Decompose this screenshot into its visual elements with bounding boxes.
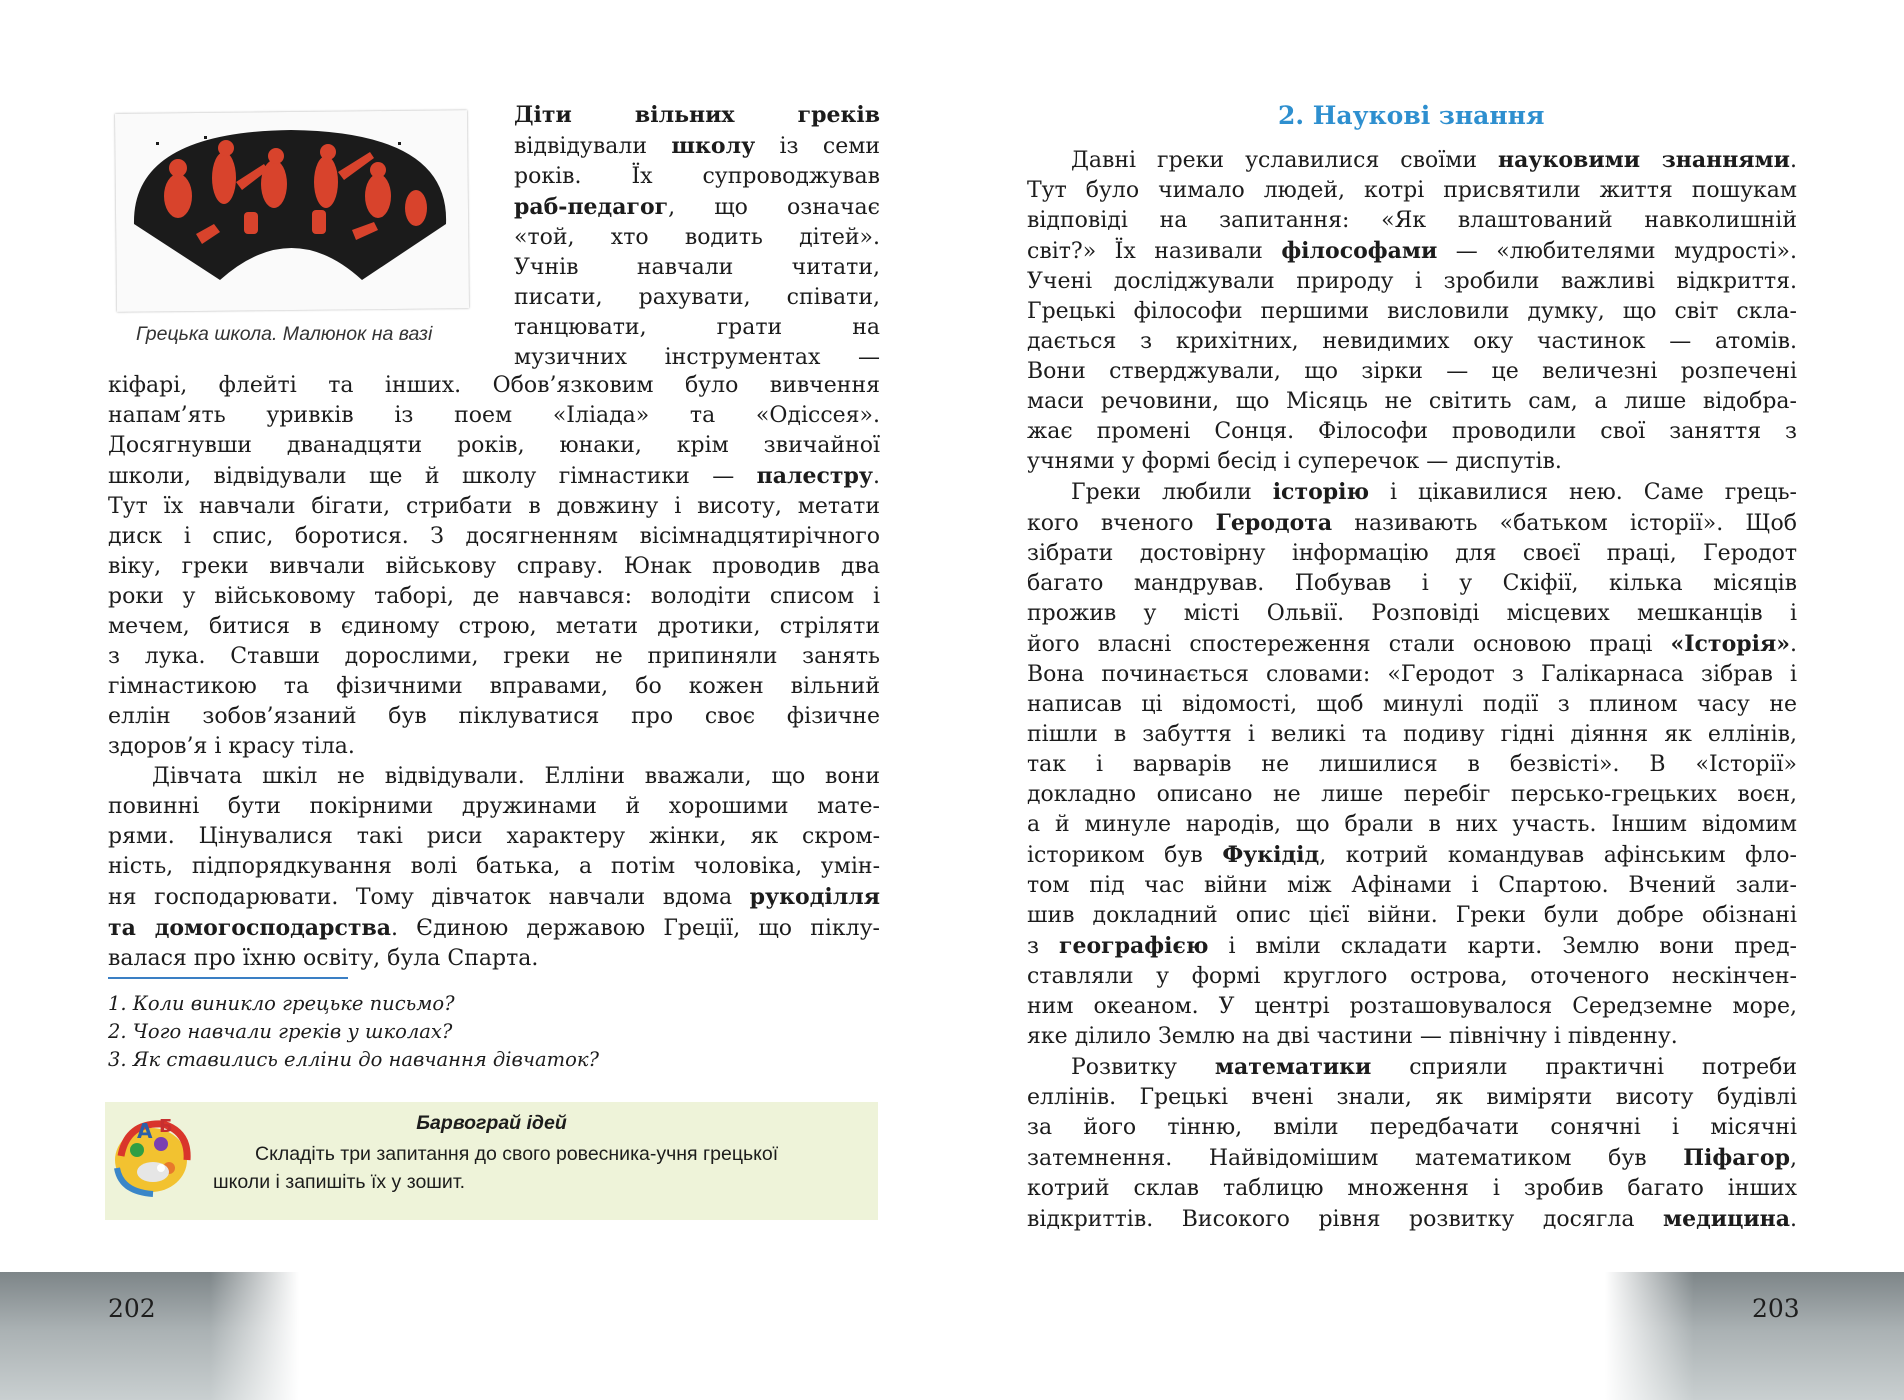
bold-term: філософами bbox=[1281, 238, 1438, 264]
text-line: еллінів. Грецькі вчені знали, як виміряти висоту будівлі bbox=[1027, 1085, 1797, 1110]
text-line: пішли в забуття і великі та подиву гідні діяння як еллінів, bbox=[1027, 722, 1797, 747]
text-line: відвідували школу із семи bbox=[514, 133, 880, 159]
text-line: багато мандрував. Побував і у Скіфії, кілька місяців bbox=[1027, 571, 1797, 596]
question-item: 1. Коли виникло грецьке письмо? bbox=[108, 992, 455, 1015]
text-line: ставляли у формі круглого острова, оточеного нескінчен- bbox=[1027, 964, 1797, 989]
text-line: Греки любили історію і цікавилися нею. Саме грець- bbox=[1071, 479, 1797, 505]
text-line: Тут їх навчали бігати, стрибати в довжину і висоту, метати bbox=[108, 494, 880, 519]
text-line: так і варварів не лишилися в безвісті». В «Історії» bbox=[1027, 752, 1797, 777]
text-line: Учнів навчали читати, bbox=[514, 255, 880, 280]
text-line: писати, рахувати, співати, bbox=[514, 285, 880, 310]
bold-term: палестру bbox=[756, 463, 873, 489]
footer-fade-right bbox=[952, 1272, 1694, 1400]
left-main-text bbox=[108, 371, 880, 974]
text-line: віку, греки вивчали військову справу. Юнак проводив два bbox=[108, 554, 880, 579]
bold-term: рукоділля bbox=[749, 884, 880, 910]
review-questions bbox=[108, 990, 880, 1074]
text-line: Вони стверджували, що зірки — це величезні розпечені bbox=[1027, 359, 1797, 384]
bold-term: Фукідід bbox=[1222, 842, 1320, 868]
text-line: музичних інструментах — bbox=[514, 345, 880, 370]
text-line: істориком був Фукідід, котрий командував афінським фло- bbox=[1027, 842, 1797, 868]
text-line: Давні греки уславилися своїми науковими знаннями. bbox=[1071, 147, 1797, 173]
questions-divider bbox=[108, 977, 348, 979]
svg-text:Б: Б bbox=[159, 1116, 173, 1137]
text-line: з лука. Ставши дорослими, греки не припиняли занять bbox=[108, 644, 880, 669]
page-number-right: 203 bbox=[1752, 1294, 1800, 1323]
right-main-text bbox=[1027, 145, 1797, 1235]
page-number-left: 202 bbox=[108, 1294, 156, 1323]
text-line: танцювати, грати на bbox=[514, 315, 880, 340]
text-line: та домогосподарства. Єдиною державою Греції, що піклу- bbox=[108, 915, 880, 941]
bold-term: «Історія» bbox=[1670, 631, 1790, 657]
text-line: зібрати достовірну інформацію для своєї праці, Геродот bbox=[1027, 541, 1797, 566]
text-line: повинні бути покірними дружинами й хорошими мате- bbox=[108, 794, 880, 819]
footer-fade-left bbox=[210, 1272, 952, 1400]
text-line bbox=[514, 100, 880, 131]
text-line: Дівчата шкіл не відвідували. Елліни вважали, що вони bbox=[152, 764, 880, 789]
bold-term: Піфагор bbox=[1683, 1145, 1790, 1171]
bold-term: Діти вільних греків bbox=[514, 102, 880, 128]
text-line: дається з крихітних, невидимих оку частинок — атомів. bbox=[1027, 329, 1797, 354]
text-line: відповіді на запитання: «Як влаштований навколишній bbox=[1027, 208, 1797, 233]
text-line: шив докладний опис цієї війни. Греки були добре обізнані bbox=[1027, 903, 1797, 928]
page-footer-band bbox=[0, 1272, 1904, 1400]
greek-school-vase-image bbox=[116, 112, 468, 310]
bold-term: медицина bbox=[1662, 1206, 1790, 1232]
text-line: маси речовини, що Місяць не світить сам, а лише відобра- bbox=[1027, 389, 1797, 414]
text-line: жає промені Сонця. Філософи проводили свої заняття з bbox=[1027, 419, 1797, 444]
text-line: світ?» Їх називали філософами — «любителями мудрості». bbox=[1027, 238, 1797, 264]
question-item: 2. Чого навчали греків у школах? bbox=[108, 1020, 453, 1043]
text-line: учнями у формі бесід і суперечок — диспутів. bbox=[1027, 449, 1562, 474]
bold-term: раб-педагог bbox=[514, 194, 669, 220]
text-line: а й минуле народів, що брали в них участь. Іншим відомим bbox=[1027, 812, 1797, 837]
ideas-box-title: Барвограй ідей bbox=[416, 1112, 567, 1134]
figure-caption: Грецька школа. Малюнок на вазі bbox=[136, 323, 433, 345]
text-line: Розвитку математики сприяли практичні потреби bbox=[1071, 1054, 1797, 1080]
text-line: Вона починається словами: «Геродот з Галікарнаса зібрав і bbox=[1027, 662, 1797, 687]
text-line: здоров’я і красу тіла. bbox=[108, 734, 355, 759]
text-line: диск і спис, боротися. З досягненням вісімнадцятирічного bbox=[108, 524, 880, 549]
text-line: еллін зобов’язаний був піклуватися про своє фізичне bbox=[108, 704, 880, 729]
vase-painting-illustration bbox=[116, 112, 468, 310]
bold-term: науковими знаннями bbox=[1498, 147, 1790, 173]
text-line: кого вченого Геродота називають «батьком історії». Щоб bbox=[1027, 510, 1797, 536]
text-line: Досягнувши дванадцяти років, юнаки, крім звичайної bbox=[108, 433, 880, 458]
bold-term: історію bbox=[1272, 479, 1370, 505]
text-line: ність, підпорядкування волі батька, а потім чоловіка, умін- bbox=[108, 854, 880, 879]
text-line: Учені досліджували природу і зробили важливі відкриття. bbox=[1027, 269, 1797, 294]
text-line: років. Їх супроводжував bbox=[514, 164, 880, 189]
text-line: Грецькі філософи першими висловили думку, що світ скла- bbox=[1027, 299, 1797, 324]
text-line: написав ці відомості, щоб минулі події з плином часу не bbox=[1027, 692, 1797, 717]
bold-term: математики bbox=[1214, 1054, 1372, 1080]
text-line: за його тінню, вміли передбачати сонячні і місячні bbox=[1027, 1115, 1797, 1140]
text-line: гімнастикою та фізичними вправами, бо кожен вільний bbox=[108, 674, 880, 699]
text-line: мечем, битися в єдиному строю, метати дротики, стріляти bbox=[108, 614, 880, 639]
text-line: відкриттів. Високого рівня розвитку досягла медицина. bbox=[1027, 1206, 1797, 1232]
text-line: школи, відвідували ще й школу гімнастики — палестру. bbox=[108, 463, 880, 489]
text-line: з географією і вміли складати карти. Землю вони пред- bbox=[1027, 933, 1797, 959]
ideas-box-line: Складіть три запитання до свого ровесника-учня грецької bbox=[255, 1143, 779, 1165]
text-line: кіфарі, флейті та інших. Обов’язковим було вивчення bbox=[108, 373, 880, 398]
ideas-box-text bbox=[213, 1140, 863, 1196]
ideas-box-line: школи і запишіть їх у зошит. bbox=[213, 1171, 466, 1193]
text-line: рями. Цінувалися такі риси характеру жінки, як скром- bbox=[108, 824, 880, 849]
text-line: яке ділило Землю на дві частини — північну і південну. bbox=[1027, 1024, 1678, 1049]
text-line: його власні спостереження стали основою праці «Історія». bbox=[1027, 631, 1797, 657]
section-title: 2. Наукові знання bbox=[1278, 101, 1545, 130]
question-item: 3. Як ставились елліни до навчання дівчаток? bbox=[108, 1048, 599, 1071]
text-line: прожив у місті Ольвії. Розповіді місцевих мешканців і bbox=[1027, 601, 1797, 626]
text-line: ним океаном. У центрі розташовувалося Середземне море, bbox=[1027, 994, 1797, 1019]
text-line: роки у військовому таборі, де навчався: володіти списом і bbox=[108, 584, 880, 609]
text-line: валася про їхню освіту, була Спарта. bbox=[108, 946, 539, 971]
text-line: «той, хто водить дітей». bbox=[514, 225, 880, 250]
left-intro-text bbox=[514, 100, 880, 373]
text-line: раб-педагог, що означає bbox=[514, 194, 880, 220]
bold-term: школу bbox=[671, 133, 756, 159]
bold-term: та домогосподарства bbox=[108, 915, 392, 941]
text-line: докладно описано не лише перебіг персько-грецьких воєн, bbox=[1027, 782, 1797, 807]
text-line: Тут було чимало людей, котрі присвятили життя пошукам bbox=[1027, 178, 1797, 203]
bold-term: географією bbox=[1059, 933, 1209, 959]
text-line: ня господарювати. Тому дівчаток навчали вдома рукоділля bbox=[108, 884, 880, 910]
text-line: том під час війни між Афінами і Спартою. Вчений зали- bbox=[1027, 873, 1797, 898]
svg-text:А: А bbox=[137, 1119, 153, 1143]
text-line: котрий склав таблицю множення і зробив багато інших bbox=[1027, 1176, 1797, 1201]
text-line: напам’ять уривків із поем «Іліада» та «Одіссея». bbox=[108, 403, 880, 428]
ideas-box bbox=[105, 1102, 878, 1220]
bold-term: Геродота bbox=[1215, 510, 1333, 536]
text-line: затемнення. Найвідомішим математиком був Піфагор, bbox=[1027, 1145, 1797, 1171]
